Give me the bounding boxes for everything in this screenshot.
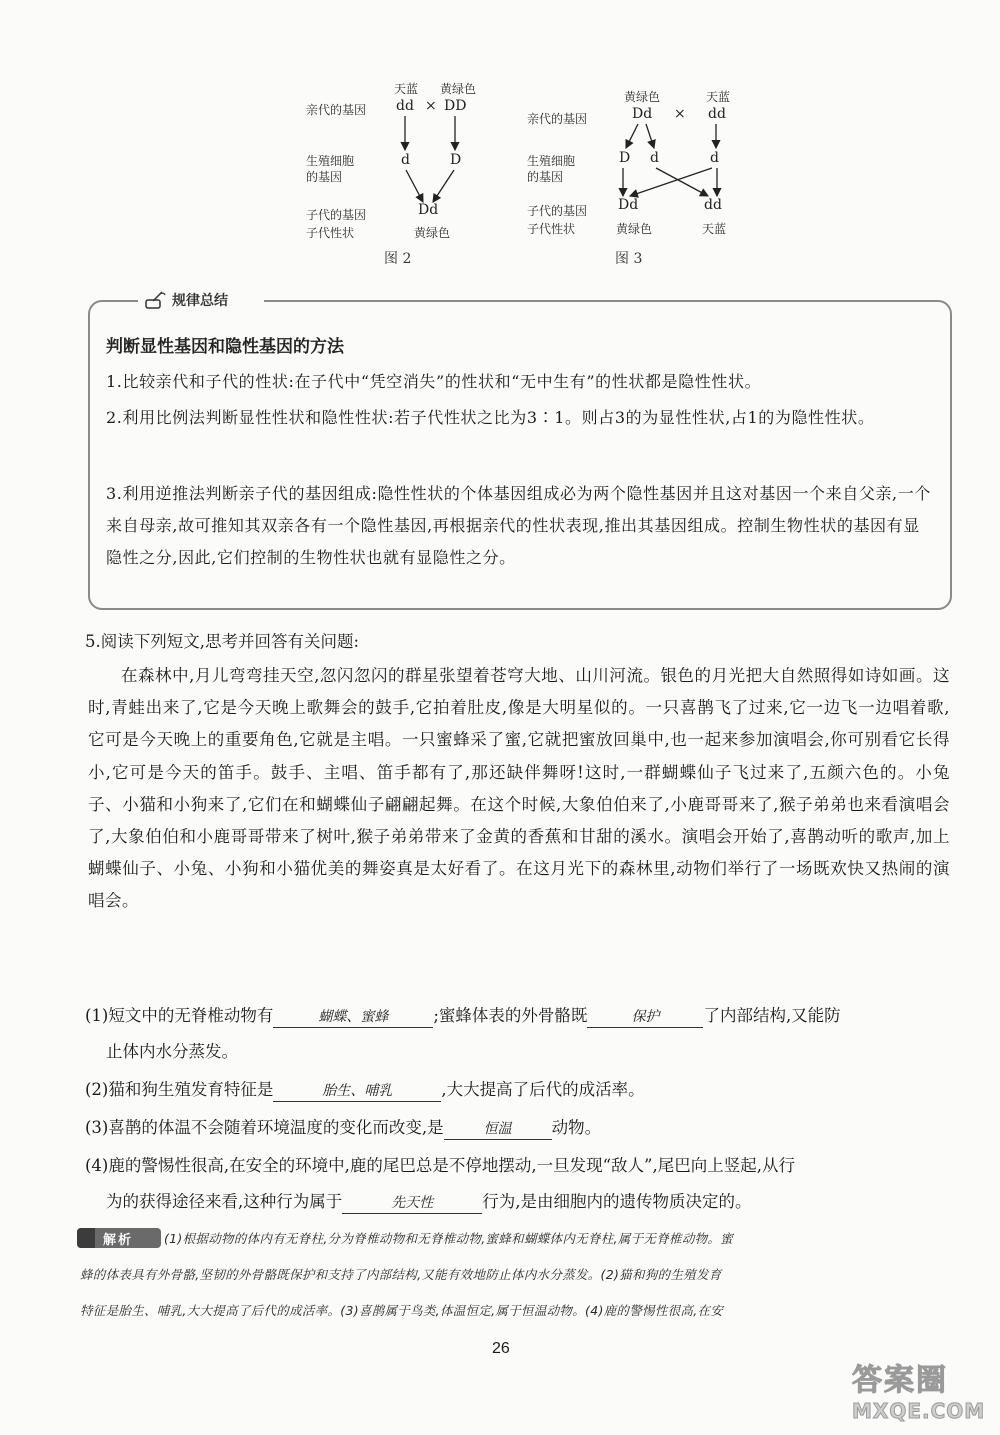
- fig2-row-gamete-2: 的基因: [306, 170, 343, 184]
- fig2-caption: 图 2: [384, 251, 412, 267]
- fig2-row-parent: 亲代的基因: [306, 103, 367, 117]
- q1-text-b: ;蜜蜂体表的外骨骼既: [433, 1006, 588, 1025]
- summary-point-1: 1.比较亲代和子代的性状:在子代中“凭空消失”的性状和“无中生有”的性状都是隐性性状。: [106, 372, 762, 391]
- summary-tag-label: 规律总结: [172, 293, 228, 309]
- analysis-line-2: 蜂的体表具有外骨骼,坚韧的外骨骼既保护和支持了内部结构,又能有效地防止体内水分蒸发。(2)猫和狗的生殖发育: [80, 1267, 722, 1282]
- q3-text-a: (3)喜鹊的体温不会随着环境温度的变化而改变,是: [85, 1118, 444, 1137]
- fig3-parent-1: Dd: [632, 106, 653, 122]
- question-3: [85, 1112, 601, 1144]
- q4-text-b: 为的获得途径来看,这种行为属于: [106, 1192, 343, 1211]
- page-number: 26: [492, 1340, 510, 1357]
- fig3-col1-top: 黄绿色: [624, 90, 661, 104]
- fig3-caption: 图 3: [615, 251, 643, 267]
- watermark-top: 答案圈: [852, 1363, 948, 1398]
- q2-text-a: (2)猫和狗生殖发育特征是: [85, 1080, 274, 1099]
- q2-text-b: ,大大提高了后代的成活率。: [441, 1080, 645, 1099]
- analysis-line-3: 特征是胎生、哺乳,大大提高了后代的成活率。(3)喜鹊属于鸟类,体温恒定,属于恒温动物。(4)鹿的警惕性很高,在安: [80, 1303, 724, 1318]
- question-4: [106, 1186, 752, 1218]
- fig3-parent-2: dd: [708, 106, 726, 122]
- q4-text-a: (4)鹿的警惕性很高,在安全的环境中,鹿的尾巴总是不停地摆动,一旦发现“敌人”,尾巴向上竖起,从行: [85, 1156, 795, 1175]
- fig3-trait-2: 天蓝: [702, 222, 727, 236]
- analysis-tag: [77, 1228, 161, 1248]
- fig3-arrows: [0, 0, 760, 260]
- q1-text-c: 了内部结构,又能防: [703, 1006, 841, 1025]
- fig2-row-gamete-1: 生殖细胞: [306, 154, 355, 168]
- q1-answer-1: 蝴蝶、蜜蜂: [273, 1007, 433, 1028]
- fig3-trait-1: 黄绿色: [616, 222, 653, 236]
- analysis-tag-label: 解析: [103, 1232, 134, 1248]
- fig3-gamete-2: d: [650, 150, 659, 166]
- question-stem: 5.阅读下列短文,思考并回答有关问题:: [85, 632, 360, 651]
- fig3-row-child-gene: 子代的基因: [527, 204, 588, 218]
- fig3-cross: ×: [674, 106, 686, 122]
- fig2-child-trait: 黄绿色: [414, 226, 451, 240]
- q1-text-a: (1)短文中的无脊椎动物有: [85, 1006, 274, 1025]
- question-1: [85, 1000, 841, 1032]
- q1-text-d: 止体内水分蒸发。: [106, 1042, 238, 1061]
- q3-text-b: 动物。: [551, 1118, 602, 1137]
- watermark-bottom: MXQE.COM: [852, 1399, 986, 1423]
- watermark-logo: [852, 1355, 986, 1427]
- analysis-line-1: (1)根据动物的体内有无脊柱,分为脊椎动物和无脊椎动物,蜜蜂和蝴蝶体内无脊柱,属于无脊椎动物。蜜: [164, 1231, 734, 1246]
- fig3-row-parent: 亲代的基因: [527, 112, 588, 126]
- fig3-child-2: dd: [704, 197, 722, 213]
- fig2-parent-1: dd: [396, 98, 414, 114]
- analysis-tag-strip: [77, 1228, 95, 1248]
- question-passage: 在森林中,月儿弯弯挂天空,忽闪忽闪的群星张望着苍穹大地、山川河流。银色的月光把大自然照得如诗如画。这时,青蛙出来了,它是今天晚上歌舞会的鼓手,它拍着肚皮,像是大明星似的。一只喜鹊飞了过来,它一边飞一边唱着歌,它可是今天晚上的重要角色,它就是主唱。一只蜜蜂采了蜜,它就把蜜放回巢中,也一起来参加演唱会,你可别看它长得小,它可是今天的笛手。鼓手、主唱、笛手都有了,那还缺伴舞呀!这时,一群蝴蝶仙子飞过来了,五颜六色的。小兔子、小猫和小狗来了,它们在和蝴蝶仙子翩翩起舞。在这个时候,大象伯伯来了,小鹿哥哥来了,猴子弟弟也来看演唱会了,大象伯伯和小鹿哥哥带来了树叶,猴子弟弟带来了金黄的香蕉和甘甜的溪水。演唱会开始了,喜鹊动听的歌声,加上蝴蝶仙子、小兔、小狗和小猫优美的舞姿真是太好看了。在这月光下的森林里,动物们举行了一场既欢快又热闹的演唱会。: [88, 666, 950, 911]
- fig2-gamete-2: D: [450, 152, 462, 168]
- fig3-gamete-1: D: [619, 150, 631, 166]
- fig2-col2-top: 黄绿色: [440, 82, 477, 96]
- fig2-cross: ×: [425, 98, 437, 114]
- fig3-child-1: Dd: [618, 197, 639, 213]
- q4-text-c: 行为,是由细胞内的遗传物质决定的。: [482, 1192, 752, 1211]
- summary-title: 判断显性基因和隐性基因的方法: [106, 337, 344, 357]
- summary-tag: [138, 286, 264, 314]
- fig3-gamete-3: d: [710, 150, 719, 166]
- summary-point-3: 3.利用逆推法判断亲子代的基因组成:隐性性状的个体基因组成必为两个隐性基因并且这对基因一个来自父亲,一个来自母亲,故可推知其双亲各有一个隐性基因,再根据亲代的性状表现,推出其基因组成。控制生物性状的基因有显隐性之分,因此,它们控制的生物性状也就有显隐性之分。: [106, 484, 931, 567]
- fig3-col2-top: 天蓝: [706, 90, 731, 104]
- q3-answer: 恒温: [444, 1119, 552, 1140]
- q2-answer: 胎生、哺乳: [273, 1081, 441, 1102]
- fig3-row-gamete-1: 生殖细胞: [527, 154, 576, 168]
- question-2: [85, 1074, 645, 1106]
- fig2-row-child-trait: 子代性状: [306, 226, 355, 240]
- pen-cup-icon: [144, 291, 166, 309]
- fig2-col1-top: 天蓝: [394, 82, 419, 96]
- summary-point-2: 2.利用比例法判断显性性状和隐性性状:若子代性状之比为3∶1。则占3的为显性性状,占1的为隐性性状。: [106, 408, 875, 427]
- fig3-row-gamete-2: 的基因: [527, 170, 564, 184]
- fig2-parent-2: DD: [444, 98, 467, 114]
- fig2-gamete-1: d: [401, 152, 410, 168]
- fig2-row-child-gene: 子代的基因: [306, 208, 367, 222]
- q4-answer: 先天性: [342, 1193, 482, 1214]
- fig2-child: Dd: [418, 202, 439, 218]
- fig3-row-child-trait: 子代性状: [527, 222, 576, 236]
- q1-answer-2: 保护: [587, 1007, 703, 1028]
